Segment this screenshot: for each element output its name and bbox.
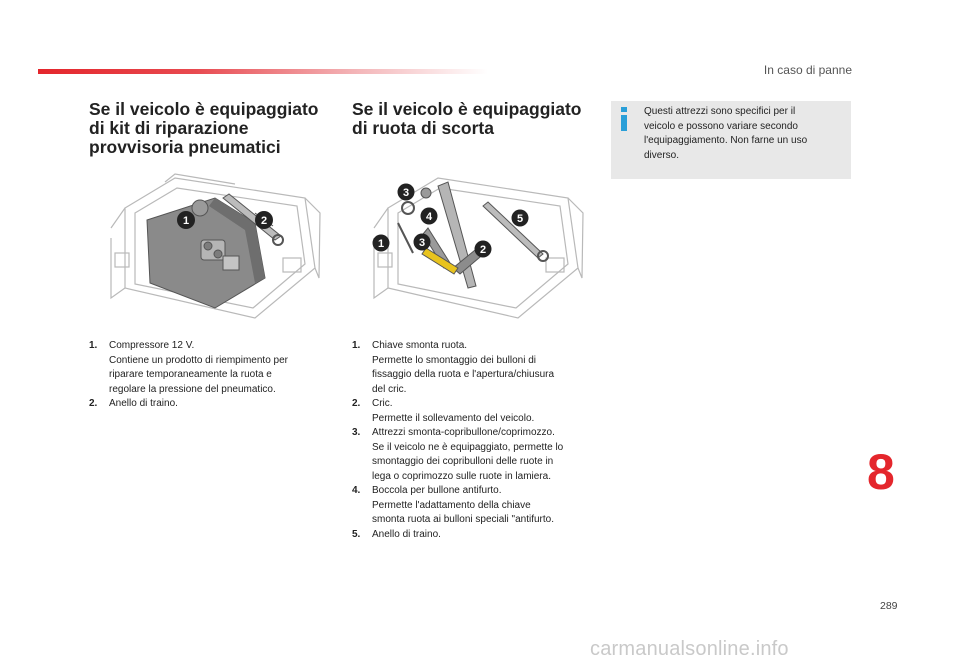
chapter-number: 8: [867, 444, 895, 500]
callout-1: [177, 211, 195, 229]
middle-heading-line: Se il veicolo è equipaggiato: [352, 99, 582, 119]
callout-4: [421, 208, 438, 225]
item-line: riparare temporaneamente la ruota e: [109, 369, 272, 380]
middle-heading-line: di ruota di scorta: [352, 118, 494, 138]
item-line: Anello di traino.: [109, 398, 178, 409]
item-line: Boccola per bullone antifurto.: [372, 485, 502, 496]
repair-kit-list: [89, 339, 329, 412]
callout-label: 3: [418, 237, 426, 249]
info-line: l'equipaggiamento. Non farne un uso: [644, 135, 808, 146]
item-number: 1.: [352, 340, 361, 351]
item-number: 5.: [352, 528, 361, 540]
item-line: Cric.: [372, 398, 393, 409]
callout-3a: [398, 184, 415, 201]
list-item: [352, 339, 602, 397]
callout-label: 4: [425, 211, 433, 223]
info-text: [644, 105, 842, 163]
left-heading-line: provvisoria pneumatici: [89, 137, 281, 157]
item-number: 2.: [352, 398, 361, 409]
callout-label: 5: [516, 213, 524, 225]
spare-wheel-tools-illustration: [368, 168, 588, 333]
callout-2: [475, 241, 492, 258]
callout-2: [255, 211, 273, 229]
item-line: smonta ruota ai bulloni speciali "antifurto.: [372, 514, 554, 525]
item-line: fissaggio della ruota e l'apertura/chiusura: [372, 369, 555, 380]
left-heading-line: Se il veicolo è equipaggiato: [89, 99, 319, 119]
item-line: Chiave smonta ruota.: [372, 340, 468, 351]
list-item: [352, 397, 602, 426]
item-line: Contiene un prodotto di riempimento per: [109, 354, 288, 366]
item-number: 2.: [89, 398, 98, 409]
info-line: veicolo e possono variare secondo: [644, 120, 798, 132]
item-line: Permette l'adattamento della chiave: [372, 499, 531, 511]
left-heading: [89, 100, 319, 157]
info-box: [611, 101, 851, 179]
info-icon: [619, 107, 629, 131]
callout-label: 2: [479, 244, 487, 256]
callout-3b: [414, 234, 431, 251]
item-line: Compressore 12 V.: [109, 340, 195, 351]
item-line: Se il veicolo ne è equipaggiato, permette lo: [372, 441, 564, 453]
item-line: Permette il sollevamento del veicolo.: [372, 412, 535, 424]
item-number: 3.: [352, 427, 361, 438]
item-line: Permette lo smontaggio dei bulloni di: [372, 354, 536, 366]
repair-kit-illustration: [105, 168, 325, 333]
item-number: 4.: [352, 485, 361, 496]
callout-5: [512, 210, 529, 227]
list-item: [89, 339, 329, 397]
callout-label: 1: [377, 238, 385, 250]
spare-wheel-tools-list: [352, 339, 602, 542]
callout-label: 3: [402, 187, 410, 199]
item-line: lega o coprimozzo sulle ruote in lamiera.: [372, 470, 551, 482]
list-item: [352, 426, 602, 484]
list-item: [89, 397, 329, 412]
item-line: Attrezzi smonta-copribullone/coprimozzo.: [372, 427, 555, 438]
callout-1: [373, 235, 390, 252]
section-title: In caso di panne: [763, 63, 852, 77]
callout-label: 2: [260, 215, 268, 227]
info-line: diverso.: [644, 149, 680, 161]
item-line: regolare la pressione del pneumatico.: [109, 383, 276, 395]
list-item: [352, 528, 602, 543]
item-line: del cric.: [372, 383, 407, 395]
item-line: Anello di traino.: [372, 528, 441, 540]
left-heading-line: di kit di riparazione: [89, 118, 249, 138]
item-number: 1.: [89, 340, 98, 351]
info-line: Questi attrezzi sono specifici per il: [644, 106, 796, 117]
watermark: carmanualsonline.info: [590, 638, 789, 660]
header-accent-bar: [38, 69, 488, 74]
item-line: smontaggio dei copribulloni delle ruote in: [372, 456, 554, 467]
list-item: [352, 484, 602, 528]
middle-heading: [352, 100, 582, 138]
page-number: 289: [880, 600, 898, 612]
callout-label: 1: [182, 215, 190, 227]
